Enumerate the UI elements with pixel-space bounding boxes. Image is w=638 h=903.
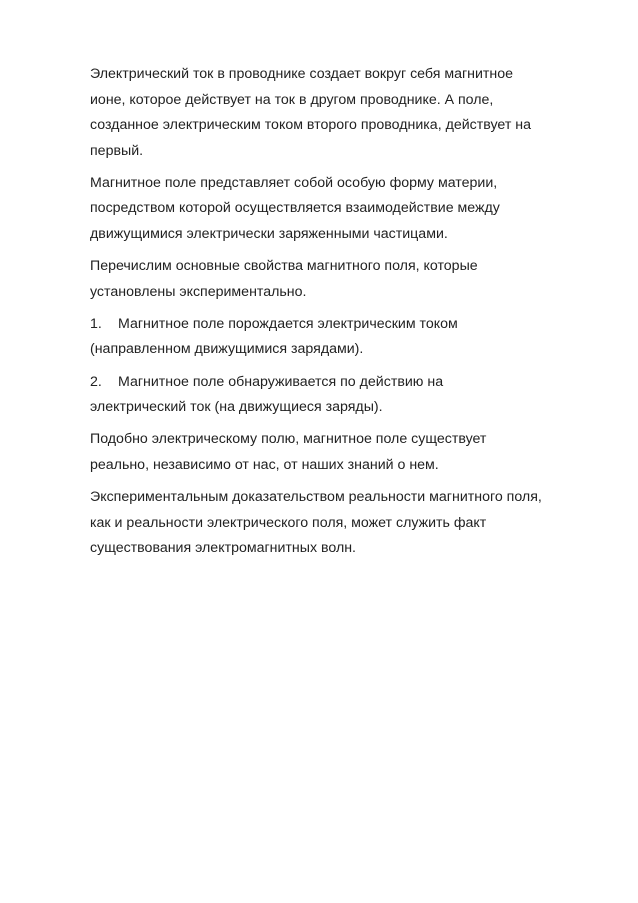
paragraph-properties-intro: Перечислим основные свойства магнитного поля, которые установлены экспериментально. xyxy=(90,258,478,300)
document-body xyxy=(90,62,600,568)
list-number: 2. xyxy=(90,373,102,390)
paragraph-field-exists: Подобно электрическому полю, магнитное поле существует реально, независимо от нас, от наших знаний о нем. xyxy=(90,431,487,473)
list-item xyxy=(90,312,600,363)
list-item xyxy=(90,370,600,421)
list-item-text: Магнитное поле порождается электрическим током (направленном движущимися зарядами). xyxy=(90,315,458,358)
paragraph-experimental-proof: Экспериментальным доказательством реальности магнитного поля, как и реальности электрического поля, может служить факт существования электромагнитных волн. xyxy=(90,488,542,557)
paragraph-field-definition: Магнитное поле представляет собой особую форму материи, посредством которой осуществляется взаимодействие между движущимися электрически заряженными частицами. xyxy=(90,174,500,243)
list-number: 1. xyxy=(90,315,102,332)
paragraph-current-creates-field: Электрический ток в проводнике создает вокруг себя магнитное ионе, которое действует на ток в другом проводнике. А поле, созданное электрическим током второго проводника, действует на первый. xyxy=(90,66,532,159)
list-item-text: Магнитное поле обнаруживается по действию на электрический ток (на движущиеся заряды). xyxy=(90,373,444,416)
